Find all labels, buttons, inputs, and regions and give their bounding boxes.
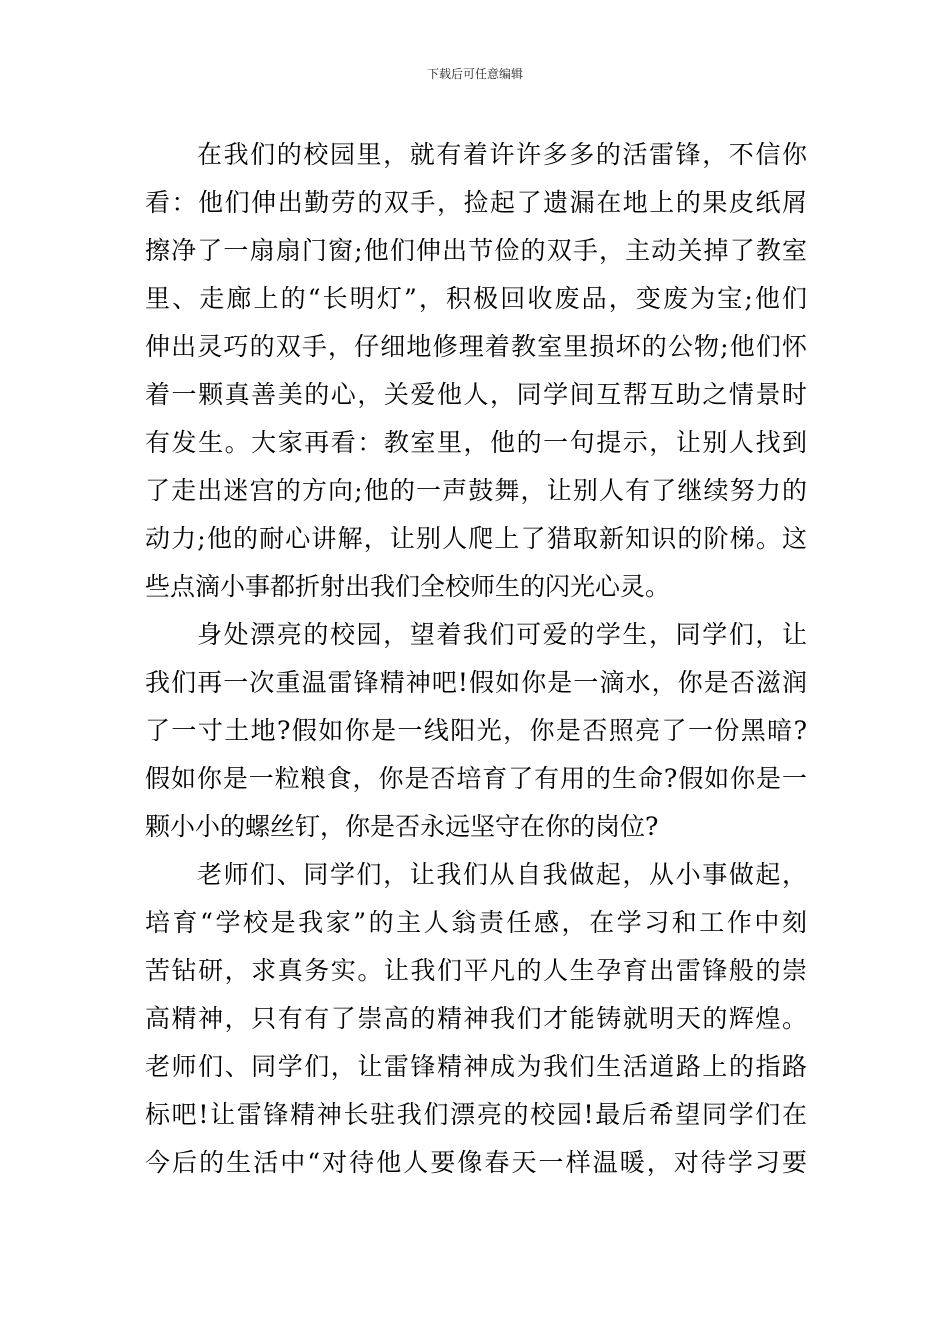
text-line: 培育“学校是我家”的主人翁责任感，在学习和工作中刻 [145,908,807,937]
text-line: 颗小小的螺丝钉，你是否永远坚守在你的岗位? [145,812,659,841]
text-line: 动力;他的耐心讲解，让别人爬上了猎取新知识的阶梯。这 [145,524,807,553]
text-line: 了一寸土地?假如你是一线阳光，你是否照亮了一份黑暗? [145,716,807,745]
paragraph-2 [145,611,807,851]
paragraph-3 [145,851,807,1187]
text-line: 着一颗真善美的心，关爱他人，同学间互帮互助之情景时 [145,380,807,409]
page-header-note: 下载后可任意编辑 [426,67,523,81]
text-line: 些点滴小事都折射出我们全校师生的闪光心灵。 [145,572,671,601]
text-line: 假如你是一粒粮食，你是否培育了有用的生命?假如你是一 [145,764,807,793]
text-line: 老师们、同学们，让我们从自我做起，从小事做起， [197,860,807,889]
text-line: 苦钻研，求真务实。让我们平凡的人生孕育出雷锋般的崇 [145,956,807,985]
document-body [145,131,807,1187]
text-line: 擦净了一扇扇门窗;他们伸出节俭的双手，主动关掉了教室 [145,236,807,265]
text-line: 身处漂亮的校园，望着我们可爱的学生，同学们，让 [197,620,807,649]
text-line: 里、走廊上的“长明灯”，积极回收废品，变废为宝;他们 [145,284,807,313]
text-line: 老师们、同学们，让雷锋精神成为我们生活道路上的指路 [145,1052,807,1081]
text-line: 了走出迷宫的方向;他的一声鼓舞，让别人有了继续努力的 [145,476,807,505]
paragraph-1 [145,131,807,611]
text-line: 在我们的校园里，就有着许许多多的活雷锋，不信你 [197,140,807,169]
text-line: 看：他们伸出勤劳的双手，捡起了遗漏在地上的果皮纸屑 [145,188,807,217]
text-line: 我们再一次重温雷锋精神吧!假如你是一滴水，你是否滋润 [145,668,807,697]
text-line: 标吧!让雷锋精神长驻我们漂亮的校园!最后希望同学们在 [145,1100,807,1129]
text-line: 高精神，只有有了崇高的精神我们才能铸就明天的辉煌。 [145,1004,807,1033]
text-line: 今后的生活中“对待他人要像春天一样温暖，对待学习要 [145,1148,807,1177]
text-line: 有发生。大家再看：教室里，他的一句提示，让别人找到 [145,428,807,457]
text-line: 伸出灵巧的双手，仔细地修理着教室里损坏的公物;他们怀 [145,332,807,361]
